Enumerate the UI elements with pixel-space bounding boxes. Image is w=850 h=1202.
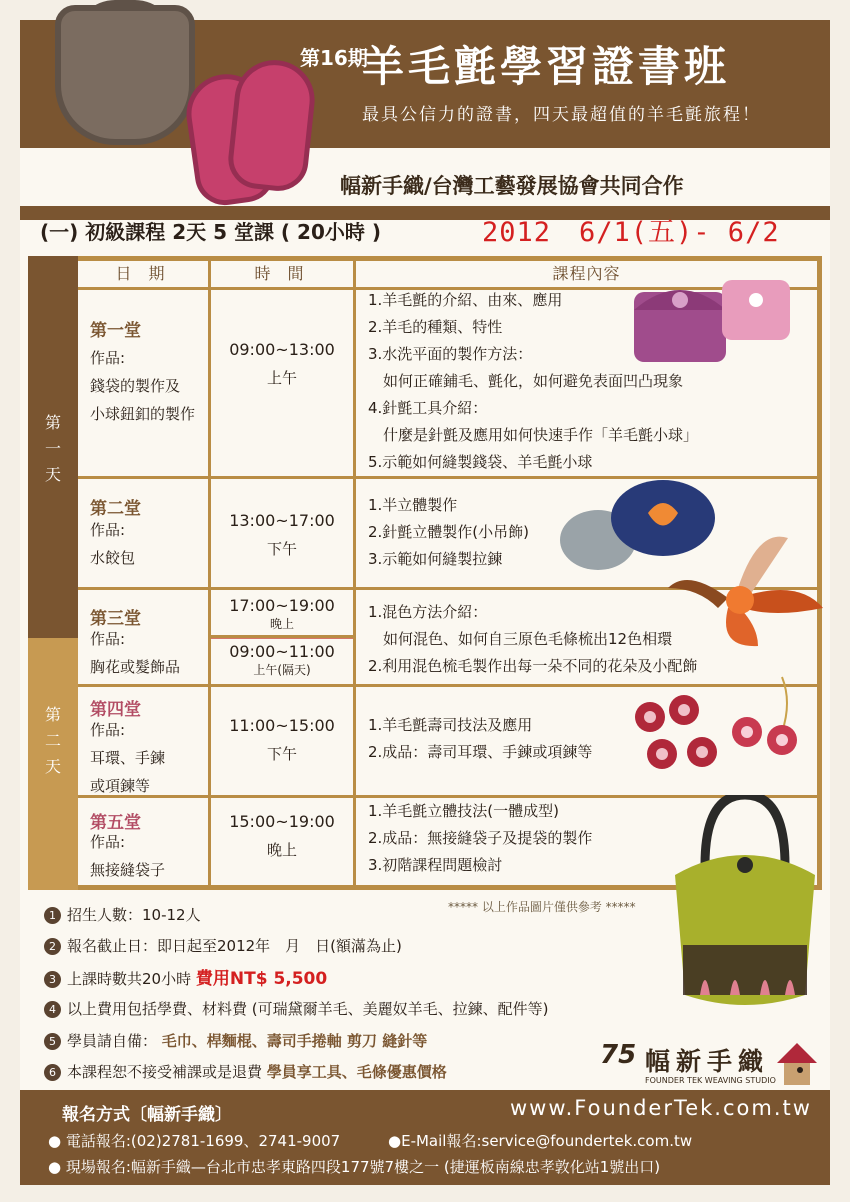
logo bbox=[600, 1040, 636, 1070]
lesson2-name: 第二堂 bbox=[90, 499, 141, 519]
info-item-5: 5 學員請自備： 毛巾、桿麵棍、壽司手捲軸 剪刀 縫針等 bbox=[44, 1030, 427, 1051]
header-time: 時 間 bbox=[211, 261, 353, 287]
lesson5-work: 作品: 無接縫袋子 bbox=[90, 833, 166, 879]
lesson5-content: 1.羊毛氈立體技法(一體成型) 2.成品：無接縫袋子及提袋的製作 3.初階課程問題檢討 bbox=[368, 802, 593, 874]
cooperation-text: 幅新手織/台灣工藝發展協會共同合作 bbox=[340, 174, 684, 198]
felt-bag-green-icon bbox=[665, 795, 825, 1015]
header-date: 日 期 bbox=[78, 261, 208, 287]
footer bbox=[20, 1090, 830, 1185]
lesson2-time: 13:00~17:00 下午 bbox=[229, 511, 335, 558]
phone-signup: ● 電話報名:(02)2781-1699、2741-9007 bbox=[48, 1132, 341, 1150]
lesson4-name: 第四堂 bbox=[90, 700, 141, 720]
course-heading: (一) 初級課程 2天 5 堂課 ( 20小時 ) bbox=[40, 220, 381, 244]
lesson1-work: 作品: 錢袋的製作及 小球鈕釦的製作 bbox=[90, 349, 196, 423]
price: 費用NT$ 5,500 bbox=[195, 969, 328, 989]
email-signup[interactable]: ●E-Mail報名:service@foundertek.com.tw bbox=[388, 1132, 693, 1150]
felt-sushi-bracelet-icon bbox=[632, 672, 807, 782]
lesson1-content: 1.羊毛氈的介紹、由來、應用 2.羊毛的種類、特性 3.水洗平面的製作方法： 如何正確鋪毛、氈化，如何避免表面凹凸現象 4.針氈工具介紹： 什麼是針氈及應用如何快速手作「羊毛氈小球」 5.示範如何縫製錢袋、羊毛氈小球 bbox=[368, 291, 699, 471]
lesson2-work: 作品: 水餃包 bbox=[90, 521, 136, 567]
logo-mark: 75 bbox=[600, 1040, 637, 1070]
day2-label: 第二天 bbox=[44, 705, 61, 776]
felt-purse-icon bbox=[630, 270, 795, 370]
info-item-2: 2 報名截止日：即日起至2012年 月 日(額滿為止) bbox=[44, 935, 402, 956]
lesson5-time: 15:00~19:00 晚上 bbox=[229, 812, 335, 859]
lesson1-name: 第一堂 bbox=[90, 321, 141, 341]
lesson4-content: 1.羊毛氈壽司技法及應用 2.成品：壽司耳環、手鍊或項鍊等 bbox=[368, 716, 593, 761]
lesson3-work: 作品: 胸花或髮飾品 bbox=[90, 630, 181, 676]
website-link[interactable]: www.FounderTek.com.tw bbox=[510, 1096, 812, 1120]
bird-mascot-icon bbox=[772, 1038, 822, 1088]
logo-name: 幅新手織 bbox=[645, 1047, 770, 1076]
lesson4-time: 11:00~15:00 下午 bbox=[229, 716, 335, 763]
info-item-1: 1 招生人數：10-12人 bbox=[44, 904, 201, 925]
photo-note: ***** 以上作品圖片僅供參考 ***** bbox=[448, 900, 636, 914]
info-item-6: 6 本課程恕不接受補課或是退費 學員享工具、毛條優惠價格 bbox=[44, 1061, 447, 1082]
day1-label: 第一天 bbox=[44, 413, 61, 484]
lesson1-time: 09:00~13:00 上午 bbox=[229, 340, 335, 387]
logo-english: FOUNDER TEK WEAVING STUDIO bbox=[645, 1076, 776, 1085]
info-item-4: 4 以上費用包括學費、材料費 (可瑞黛爾羊毛、美麗奴羊毛、拉鍊、配件等) bbox=[44, 998, 548, 1019]
lesson4-work: 作品: 耳環、手鍊 或項鍊等 bbox=[90, 721, 166, 795]
lesson3-content: 1.混色方法介紹： 如何混色、如何自三原色毛條梳出12色相環 2.利用混色梳毛製作出每一朵不同的花朵及小配飾 bbox=[368, 603, 698, 675]
lesson3-name: 第三堂 bbox=[90, 609, 141, 629]
slogan: 最具公信力的證書，四天最超值的羊毛氈旅程！ bbox=[362, 105, 761, 125]
page-title: 羊毛氈學習證書班 bbox=[362, 42, 731, 91]
lesson3-time-a: 17:00~19:00 晚上 bbox=[229, 596, 335, 631]
lesson5-name: 第五堂 bbox=[90, 813, 141, 833]
course-date: 2012 6/1(五)- 6/2 bbox=[482, 217, 780, 248]
signup-method: 報名方式〔幅新手織〕 bbox=[62, 1105, 232, 1125]
lesson2-content: 1.半立體製作 2.針氈立體製作(小吊飾) 3.示範如何縫製拉鍊 bbox=[368, 496, 530, 568]
info-item-3: 3 上課時數共20小時 費用NT$ 5,500 bbox=[44, 964, 327, 989]
lesson3-time-b: 09:00~11:00 上午(隔天) bbox=[229, 642, 335, 677]
issue-number: 第16期 bbox=[300, 46, 368, 70]
header-content: 課程內容 bbox=[356, 261, 817, 287]
onsite-signup: ● 現場報名:幅新手織—台北市忠孝東路四段177號7樓之一 (捷運板南線忠孝敦化站1號出口) bbox=[48, 1158, 661, 1176]
